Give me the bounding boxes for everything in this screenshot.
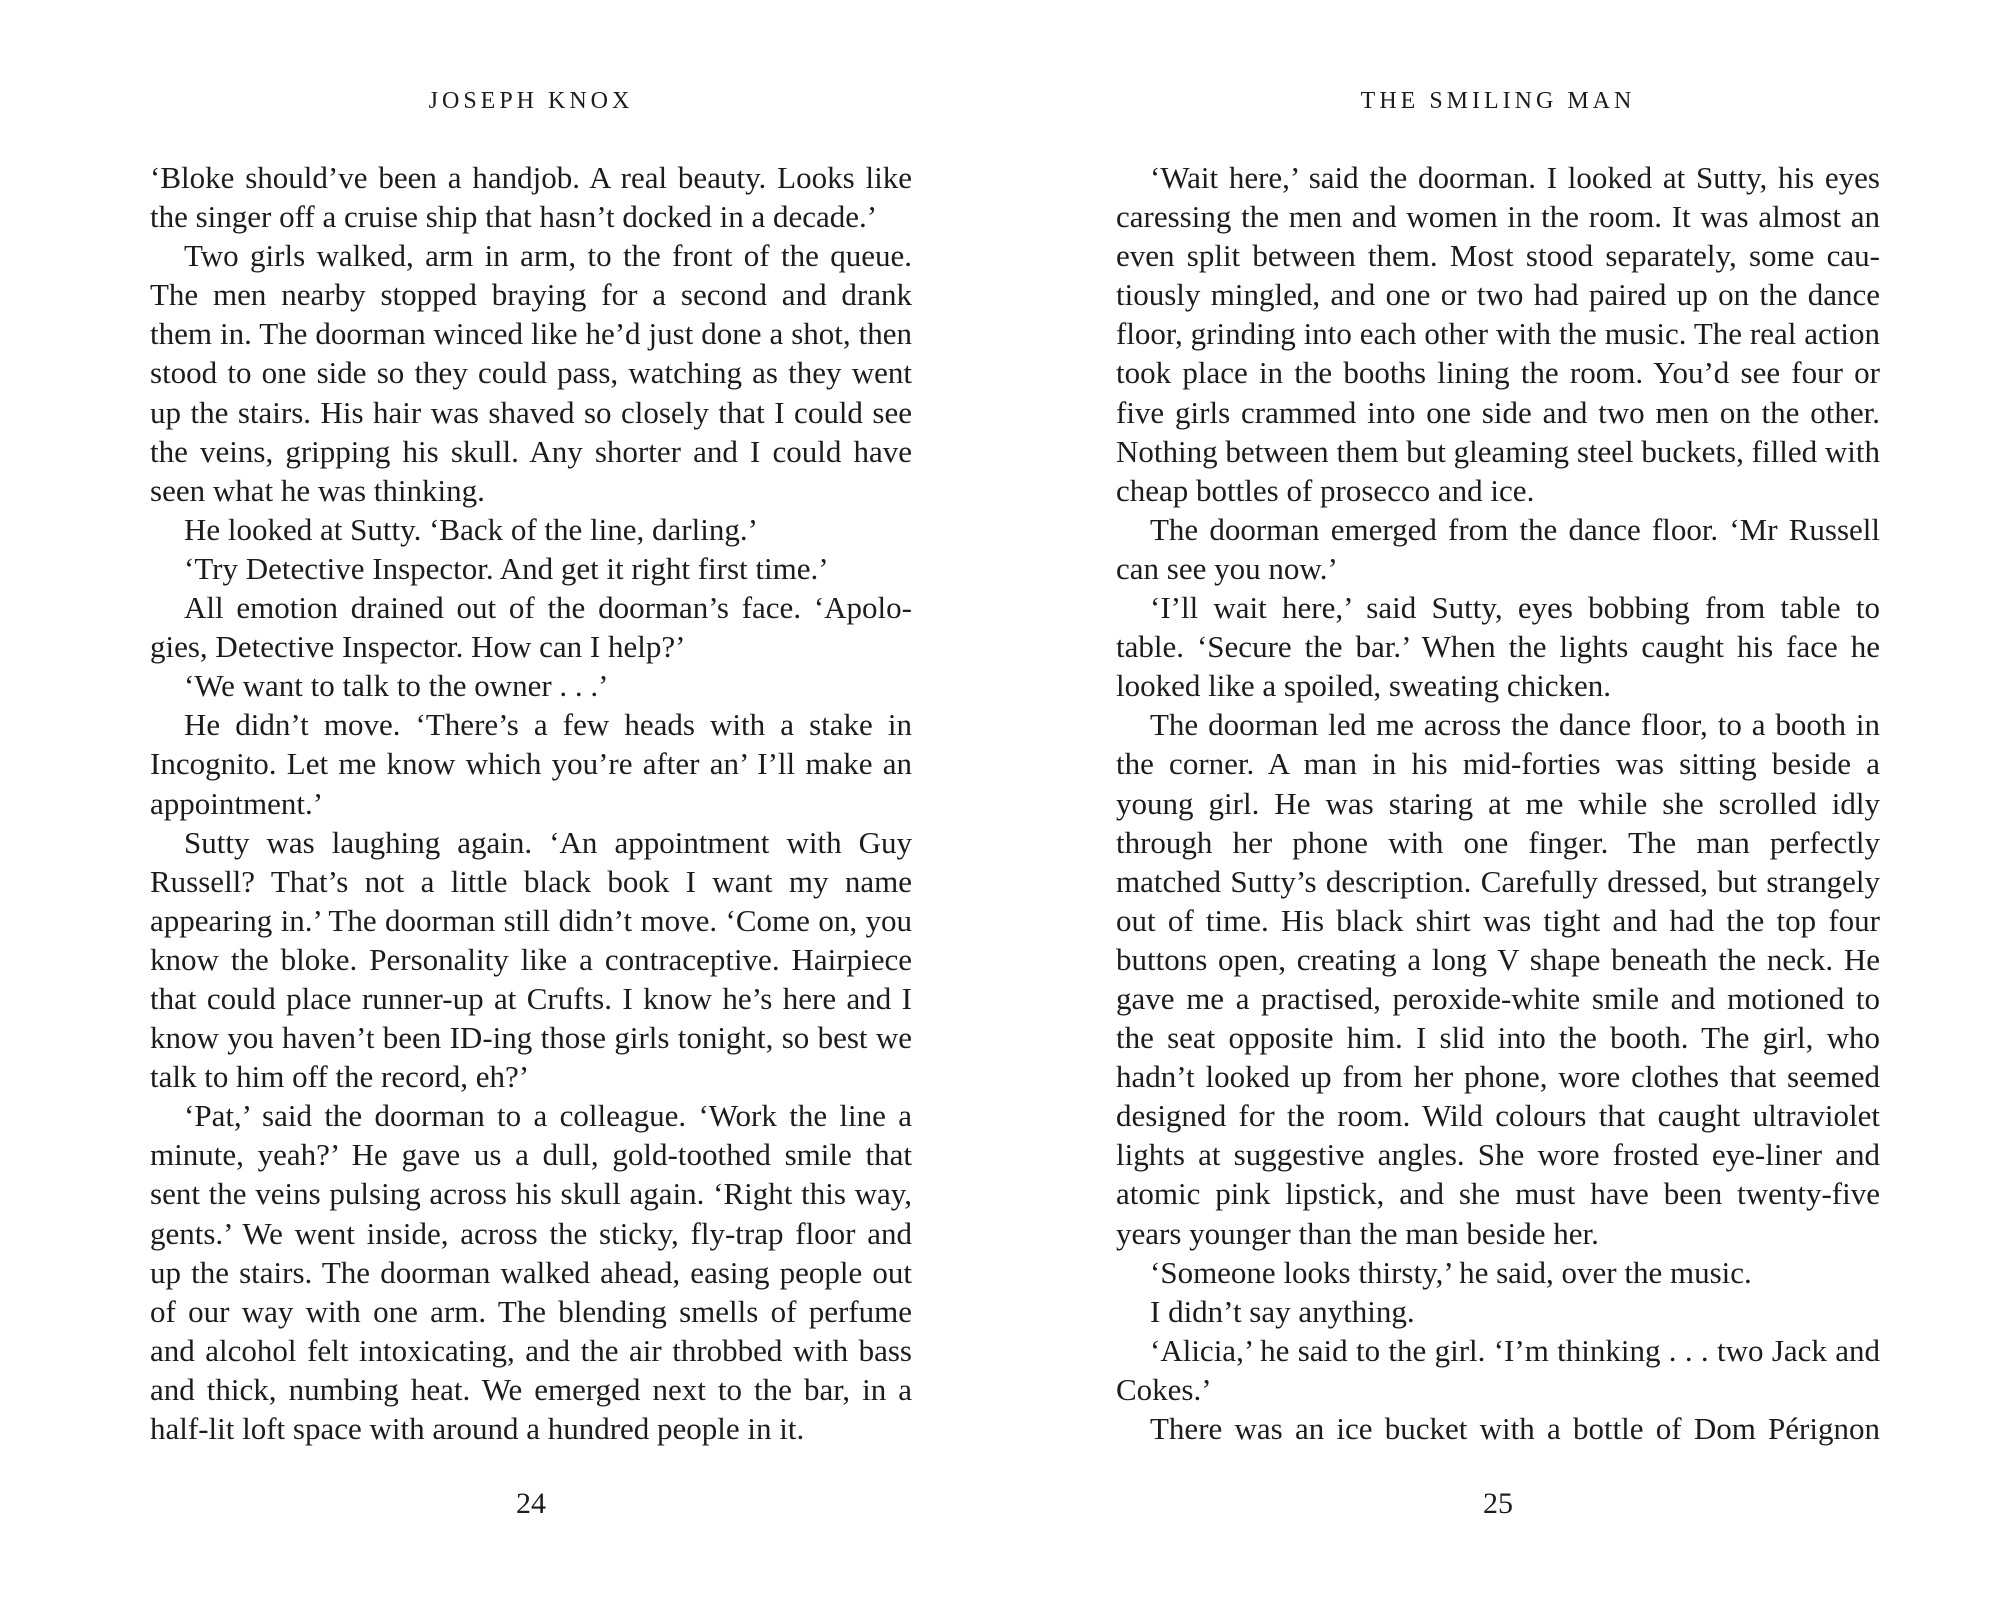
paragraph: The doorman emerged from the dance floor. ‘Mr Russell can see you now.’	[1116, 511, 1880, 586]
left-page-text	[150, 158, 912, 1448]
paragraph: ‘Someone looks thirsty,’ he said, over the music.	[1150, 1254, 1752, 1290]
paragraph: I didn’t say anything.	[1150, 1293, 1415, 1329]
page-number: 25	[1483, 1487, 1513, 1520]
paragraph: Two girls walked, arm in arm, to the front of the queue. The men nearby stopped braying for a second and drank them in. The doorman winced like he’d just done a shot, then stood to one side so they could pass, watching as they went up the stairs. His hair was shaved so closely that I could see the veins, gripping his skull. Any shorter and I could have seen what he was thinking.	[150, 238, 912, 508]
paragraph: ‘I’ll wait here,’ said Sutty, eyes bobbing from table to table. ‘Secure the bar.’ When the lights caught his face he looked like a spoiled, sweating chicken.	[1116, 590, 1880, 704]
paragraph: Sutty was laughing again. ‘An appointment with Guy Russell? That’s not a little black book I want my name appearing in.’ The doorman still didn’t move. ‘Come on, you know the bloke. Personality like a contraceptive. Hairpiece that could place runner-up at Crufts. I know he’s here and I know you haven’t been ID-ing those girls tonight, so best we talk to him off the record, eh?’	[150, 824, 912, 1095]
paragraph: ‘We want to talk to the owner . . .’	[184, 668, 609, 704]
paragraph: He looked at Sutty. ‘Back of the line, darling.’	[184, 511, 758, 547]
paragraph: ‘Pat,’ said the doorman to a colleague. ‘Work the line a minute, yeah?’ He gave us a dull, gold-toothed smile that sent the veins pulsing across his skull again. ‘Right this way, gents.’ We went inside, across the sticky, fly-trap floor and up the stairs. The doorman walked ahead, easing people out of our way with one arm. The blending smells of perfume and alcohol felt intoxicating, and the air throbbed with bass and thick, numbing heat. We emerged next to the bar, in a half-lit loft space with around a hundred people in it.	[150, 1098, 912, 1446]
right-page	[1116, 0, 1880, 1606]
paragraph: There was an ice bucket with a bottle of Dom Pérignon	[1150, 1411, 1880, 1446]
paragraph: All emotion drained out of the doorman’s face. ‘Apologies, Detective Inspector. How can I help?’	[150, 590, 912, 665]
page-number: 24	[516, 1487, 546, 1520]
paragraph: ‘Alicia,’ he said to the girl. ‘I’m thinking . . . two Jack and Cokes.’	[1116, 1332, 1880, 1407]
paragraph: ‘Bloke should’ve been a handjob. A real beauty. Looks like the singer off a cruise ship that hasn’t docked in a decade.’	[150, 160, 912, 235]
running-head-author: JOSEPH KNOX	[428, 88, 634, 114]
right-page-text	[1116, 158, 1880, 1448]
paragraph: The doorman led me across the dance floor, to a booth in the corner. A man in his mid-forties was sitting beside a young girl. He was staring at me while she scrolled idly through her phone with one finger. The man perfectly matched Sutty’s description. Carefully dressed, but strangely out of time. His black shirt was tight and had the top four buttons open, creating a long V shape beneath the neck. He gave me a practised, peroxide-white smile and motioned to the seat opposite him. I slid into the booth. The girl, who hadn’t looked up from her phone, wore clothes that seemed designed for the room. Wild colours that caught ultraviolet lights at suggestive angles. She wore frosted eye-liner and atomic pink lipstick, and she must have been twenty-five years younger than the man beside her.	[1116, 707, 1880, 1251]
paragraph: ‘Try Detective Inspector. And get it right first time.’	[184, 550, 829, 586]
running-head-title: THE SMILING MAN	[1360, 88, 1636, 114]
paragraph: He didn’t move. ‘There’s a few heads with a stake in Incognito. Let me know which you’re after an’ I’ll make an appointment.’	[150, 707, 912, 821]
paragraph: ‘Wait here,’ said the doorman. I looked at Sutty, his eyes caressing the men and women in the room. It was almost an even split between them. Most stood separately, some cautiously mingled, and one or two had paired up on the dance floor, grinding into each other with the music. The real action took place in the booths lining the room. You’d see four or five girls crammed into one side and two men on the other. Nothing between them but gleaming steel buckets, filled with cheap bottles of prosecco and ice.	[1116, 160, 1880, 508]
left-page	[150, 0, 912, 1606]
